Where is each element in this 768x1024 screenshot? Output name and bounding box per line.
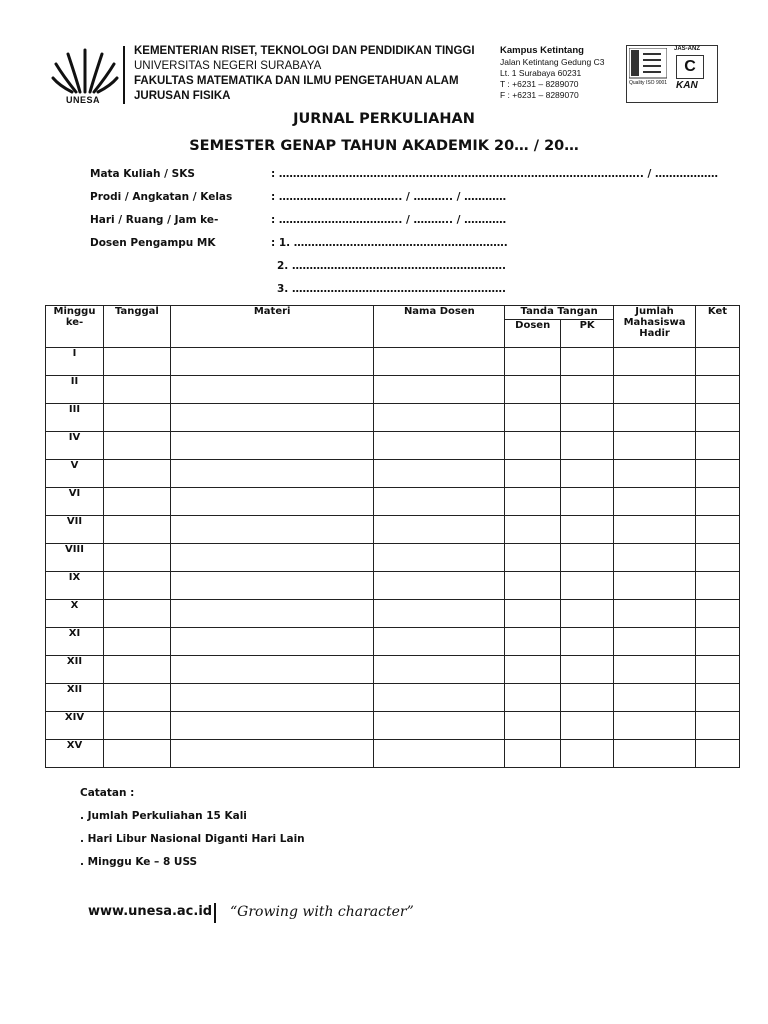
week-cell: V bbox=[46, 460, 104, 488]
iso-text: Quality ISO 9001 bbox=[629, 80, 668, 86]
entry-cell[interactable] bbox=[614, 572, 696, 600]
entry-cell[interactable] bbox=[614, 656, 696, 684]
campus-fax: F : +6231 – 8289070 bbox=[500, 90, 579, 100]
entry-cell[interactable] bbox=[505, 656, 561, 684]
entry-cell[interactable] bbox=[170, 656, 374, 684]
week-cell: IX bbox=[46, 572, 104, 600]
campus-phone: T : +6231 – 8289070 bbox=[500, 79, 579, 89]
entry-cell[interactable] bbox=[103, 348, 170, 376]
entry-cell[interactable] bbox=[614, 516, 696, 544]
table-row bbox=[46, 544, 740, 572]
entry-cell[interactable] bbox=[505, 488, 561, 516]
entry-cell[interactable] bbox=[374, 684, 505, 712]
institution-ministry: KEMENTERIAN RISET, TEKNOLOGI DAN PENDIDIKAN TINGGI bbox=[134, 45, 475, 57]
entry-cell[interactable] bbox=[170, 432, 374, 460]
entry-cell[interactable] bbox=[614, 348, 696, 376]
entry-cell[interactable] bbox=[374, 600, 505, 628]
entry-cell[interactable] bbox=[696, 348, 740, 376]
entry-cell[interactable] bbox=[374, 432, 505, 460]
jas-anz-icon: C bbox=[676, 55, 704, 79]
header-materi: Materi bbox=[170, 306, 374, 348]
footer-website: www.unesa.ac.id bbox=[88, 904, 213, 919]
table-row bbox=[46, 460, 740, 488]
entry-cell[interactable] bbox=[103, 404, 170, 432]
entry-cell[interactable] bbox=[561, 600, 614, 628]
entry-cell[interactable] bbox=[170, 516, 374, 544]
entry-cell[interactable] bbox=[103, 628, 170, 656]
week-cell: X bbox=[46, 600, 104, 628]
info-value-mata-kuliah: : ………………………………………………………………………………………….. / ……………… bbox=[271, 168, 718, 180]
info-label-hari: Hari / Ruang / Jam ke- bbox=[90, 214, 219, 226]
entry-cell[interactable] bbox=[614, 740, 696, 768]
entry-cell[interactable] bbox=[561, 516, 614, 544]
entry-cell[interactable] bbox=[103, 740, 170, 768]
entry-cell[interactable] bbox=[170, 544, 374, 572]
entry-cell[interactable] bbox=[374, 656, 505, 684]
entry-cell[interactable] bbox=[103, 572, 170, 600]
entry-cell[interactable] bbox=[170, 712, 374, 740]
entry-cell[interactable] bbox=[170, 460, 374, 488]
entry-cell[interactable] bbox=[614, 600, 696, 628]
entry-cell[interactable] bbox=[505, 740, 561, 768]
entry-cell[interactable] bbox=[696, 572, 740, 600]
week-cell: XIV bbox=[46, 712, 104, 740]
entry-cell[interactable] bbox=[561, 376, 614, 404]
table-row bbox=[46, 712, 740, 740]
entry-cell[interactable] bbox=[696, 656, 740, 684]
info-label-dosen: Dosen Pengampu MK bbox=[90, 237, 216, 249]
entry-cell[interactable] bbox=[696, 740, 740, 768]
entry-cell[interactable] bbox=[614, 460, 696, 488]
week-cell: IV bbox=[46, 432, 104, 460]
week-cell: VIII bbox=[46, 544, 104, 572]
entry-cell[interactable] bbox=[505, 684, 561, 712]
iso-certified-icon bbox=[629, 48, 667, 98]
header-tanggal: Tanggal bbox=[103, 306, 170, 348]
header-tanda-tangan: Tanda Tangan bbox=[505, 306, 614, 320]
header-minggu: Minggu ke- bbox=[46, 306, 104, 348]
entry-cell[interactable] bbox=[505, 376, 561, 404]
entry-cell[interactable] bbox=[614, 432, 696, 460]
entry-cell[interactable] bbox=[561, 544, 614, 572]
entry-cell[interactable] bbox=[561, 628, 614, 656]
entry-cell[interactable] bbox=[170, 740, 374, 768]
entry-cell[interactable] bbox=[561, 656, 614, 684]
table-row bbox=[46, 656, 740, 684]
entry-cell[interactable] bbox=[696, 432, 740, 460]
info-value-hari: : …………………………….. / ……….. / ………… bbox=[271, 214, 507, 226]
campus-address-line2: Lt. 1 Surabaya 60231 bbox=[500, 68, 582, 78]
entry-cell[interactable] bbox=[614, 376, 696, 404]
entry-cell[interactable] bbox=[103, 712, 170, 740]
entry-cell[interactable] bbox=[614, 628, 696, 656]
notes-title: Catatan : bbox=[80, 787, 135, 799]
footer-divider bbox=[214, 903, 216, 923]
entry-cell[interactable] bbox=[374, 544, 505, 572]
institution-faculty: FAKULTAS MATEMATIKA DAN ILMU PENGETAHUAN ALAM bbox=[134, 75, 459, 87]
entry-cell[interactable] bbox=[505, 432, 561, 460]
entry-cell[interactable] bbox=[374, 516, 505, 544]
entry-cell[interactable] bbox=[374, 404, 505, 432]
info-label-mata-kuliah: Mata Kuliah / SKS bbox=[90, 168, 195, 180]
entry-cell[interactable] bbox=[170, 600, 374, 628]
logo-caption: UNESA bbox=[66, 95, 101, 105]
header-dosen-signature: Dosen bbox=[505, 320, 561, 348]
table-row bbox=[46, 628, 740, 656]
kan-label: KAN bbox=[676, 80, 698, 91]
entry-cell[interactable] bbox=[374, 572, 505, 600]
header-nama-dosen: Nama Dosen bbox=[374, 306, 505, 348]
entry-cell[interactable] bbox=[696, 516, 740, 544]
entry-cell[interactable] bbox=[170, 376, 374, 404]
entry-cell[interactable] bbox=[505, 572, 561, 600]
table-row bbox=[46, 600, 740, 628]
week-cell: II bbox=[46, 376, 104, 404]
entry-cell[interactable] bbox=[614, 712, 696, 740]
entry-cell[interactable] bbox=[374, 740, 505, 768]
info-value-dosen-1: : 1. ……………………………………………………. bbox=[271, 237, 508, 249]
entry-cell[interactable] bbox=[374, 628, 505, 656]
entry-cell[interactable] bbox=[505, 712, 561, 740]
entry-cell[interactable] bbox=[103, 544, 170, 572]
table-row bbox=[46, 348, 740, 376]
entry-cell[interactable] bbox=[696, 404, 740, 432]
campus-title: Kampus Ketintang bbox=[500, 45, 584, 56]
entry-cell[interactable] bbox=[170, 404, 374, 432]
entry-cell[interactable] bbox=[561, 348, 614, 376]
note-item-2: . Hari Libur Nasional Diganti Hari Lain bbox=[80, 833, 305, 845]
entry-cell[interactable] bbox=[374, 460, 505, 488]
entry-cell[interactable] bbox=[561, 740, 614, 768]
entry-cell[interactable] bbox=[103, 376, 170, 404]
note-item-3: . Minggu Ke – 8 USS bbox=[80, 856, 198, 868]
note-item-1: . Jumlah Perkuliahan 15 Kali bbox=[80, 810, 247, 822]
header-pk-signature: PK bbox=[561, 320, 614, 348]
entry-cell[interactable] bbox=[614, 404, 696, 432]
entry-cell[interactable] bbox=[505, 516, 561, 544]
week-cell: VII bbox=[46, 516, 104, 544]
entry-cell[interactable] bbox=[170, 628, 374, 656]
entry-cell[interactable] bbox=[374, 712, 505, 740]
entry-cell[interactable] bbox=[505, 628, 561, 656]
entry-cell[interactable] bbox=[170, 684, 374, 712]
jas-anz-label: JAS-ANZ bbox=[674, 46, 701, 52]
info-value-prodi: : …………………………….. / ……….. / ………… bbox=[271, 191, 507, 203]
table-row bbox=[46, 516, 740, 544]
entry-cell[interactable] bbox=[614, 544, 696, 572]
entry-cell[interactable] bbox=[696, 544, 740, 572]
entry-cell[interactable] bbox=[374, 488, 505, 516]
table-row bbox=[46, 488, 740, 516]
entry-cell[interactable] bbox=[103, 684, 170, 712]
week-cell: XII bbox=[46, 656, 104, 684]
document-title: JURNAL PERKULIAHAN bbox=[293, 111, 475, 127]
entry-cell[interactable] bbox=[374, 376, 505, 404]
semester-title: SEMESTER GENAP TAHUN AKADEMIK 20… / 20… bbox=[189, 138, 579, 154]
entry-cell[interactable] bbox=[561, 684, 614, 712]
entry-cell[interactable] bbox=[103, 460, 170, 488]
header-jumlah-mahasiswa: Jumlah Mahasiswa Hadir bbox=[614, 306, 696, 348]
entry-cell[interactable] bbox=[505, 348, 561, 376]
table-row bbox=[46, 684, 740, 712]
entry-cell[interactable] bbox=[505, 404, 561, 432]
table-row bbox=[46, 376, 740, 404]
entry-cell[interactable] bbox=[103, 516, 170, 544]
week-cell: III bbox=[46, 404, 104, 432]
entry-cell[interactable] bbox=[103, 600, 170, 628]
entry-cell[interactable] bbox=[561, 460, 614, 488]
entry-cell[interactable] bbox=[696, 488, 740, 516]
week-cell: I bbox=[46, 348, 104, 376]
footer-slogan: “Growing with character” bbox=[230, 904, 414, 920]
week-cell: XI bbox=[46, 628, 104, 656]
journal-table bbox=[45, 305, 740, 768]
entry-cell[interactable] bbox=[696, 628, 740, 656]
info-value-dosen-2: 2. ……………………………………………………. bbox=[277, 260, 506, 272]
entry-cell[interactable] bbox=[696, 712, 740, 740]
entry-cell[interactable] bbox=[505, 460, 561, 488]
table-row bbox=[46, 432, 740, 460]
table-row bbox=[46, 404, 740, 432]
entry-cell[interactable] bbox=[561, 488, 614, 516]
entry-cell[interactable] bbox=[696, 600, 740, 628]
entry-cell[interactable] bbox=[561, 572, 614, 600]
entry-cell[interactable] bbox=[696, 684, 740, 712]
entry-cell[interactable] bbox=[170, 488, 374, 516]
entry-cell[interactable] bbox=[561, 712, 614, 740]
entry-cell[interactable] bbox=[103, 432, 170, 460]
entry-cell[interactable] bbox=[103, 656, 170, 684]
header-divider bbox=[123, 46, 125, 104]
entry-cell[interactable] bbox=[561, 432, 614, 460]
entry-cell[interactable] bbox=[170, 348, 374, 376]
entry-cell[interactable] bbox=[505, 600, 561, 628]
campus-address-line1: Jalan Ketintang Gedung C3 bbox=[500, 57, 605, 67]
entry-cell[interactable] bbox=[614, 488, 696, 516]
header-ket: Ket bbox=[696, 306, 740, 348]
entry-cell[interactable] bbox=[696, 376, 740, 404]
table-row bbox=[46, 740, 740, 768]
entry-cell[interactable] bbox=[561, 404, 614, 432]
institution-department: JURUSAN FISIKA bbox=[134, 90, 231, 102]
info-value-dosen-3: 3. ……………………………………………………. bbox=[277, 283, 506, 295]
entry-cell[interactable] bbox=[614, 684, 696, 712]
table-row bbox=[46, 572, 740, 600]
entry-cell[interactable] bbox=[505, 544, 561, 572]
entry-cell[interactable] bbox=[170, 572, 374, 600]
entry-cell[interactable] bbox=[103, 488, 170, 516]
entry-cell[interactable] bbox=[696, 460, 740, 488]
week-cell: XV bbox=[46, 740, 104, 768]
institution-university: UNIVERSITAS NEGERI SURABAYA bbox=[134, 60, 322, 72]
info-label-prodi: Prodi / Angkatan / Kelas bbox=[90, 191, 233, 203]
entry-cell[interactable] bbox=[374, 348, 505, 376]
week-cell: XII bbox=[46, 684, 104, 712]
week-cell: VI bbox=[46, 488, 104, 516]
